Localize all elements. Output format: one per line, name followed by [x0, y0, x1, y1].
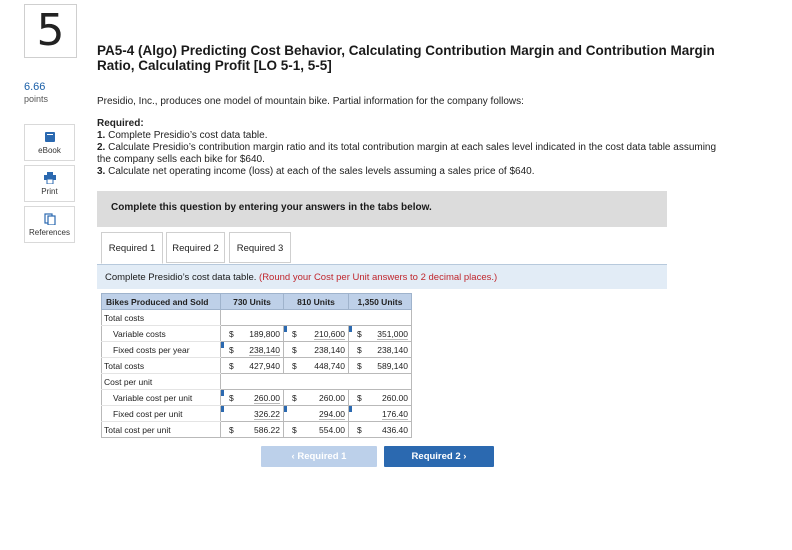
cost-data-table [101, 293, 412, 438]
printer-icon [44, 172, 56, 184]
rounding-note: (Round your Cost per Unit answers to 2 decimal places.) [259, 272, 498, 283]
input-fixed-costs-730[interactable]: $ 238,140 [221, 342, 284, 358]
table-header-col2: 810 Units [284, 294, 349, 310]
tab-required-3[interactable]: Required 3 [229, 232, 291, 263]
input-fcpu-1350[interactable]: 176.40 [349, 406, 412, 422]
table-header-col3: 1,350 Units [349, 294, 412, 310]
question-title: PA5-4 (Algo) Predicting Cost Behavior, Calculating Contribution Margin and Contribution Margin Ratio, Calculating Profit [LO 5-1, 5-5] [97, 43, 715, 73]
table-header-col1: 730 Units [221, 294, 284, 310]
references-button[interactable] [24, 206, 75, 243]
input-fcpu-730[interactable]: 326.22 [221, 406, 284, 422]
ebook-button[interactable] [24, 124, 75, 161]
book-icon [44, 131, 56, 143]
references-label: References [29, 228, 70, 237]
points-value: 6.66 [24, 81, 46, 93]
table-row-fixed-cost-per-unit: Fixed cost per unit 326.22 294.00 176.40 [102, 406, 412, 422]
prev-required-button[interactable]: ‹ Required 1 [261, 446, 377, 467]
table-row-total-costs: Total costs $ 427,940 $ 448,740 $ 589,140 [102, 358, 412, 374]
input-variable-costs-1350[interactable]: $ 351,000 [349, 326, 412, 342]
input-variable-costs-810[interactable]: $ 210,600 [284, 326, 349, 342]
print-button[interactable] [24, 165, 75, 202]
row-label-total-costs: Total costs [102, 310, 221, 326]
table-row-total-cost-per-unit: Total cost per unit $ 586.22 $ 554.00 $ 436.40 [102, 422, 412, 438]
requirements [97, 118, 717, 178]
required-item-1: 1. Complete Presidio’s cost data table. [97, 130, 268, 141]
tab-required-1[interactable]: Required 1 [101, 232, 163, 264]
points-label: points [24, 94, 49, 104]
table-row-variable-costs: Variable costs $ 189,800 $ 210,600 $ 351,000 [102, 326, 412, 342]
next-required-button[interactable]: Required 2 › [384, 446, 494, 467]
tab-required-2[interactable]: Required 2 [166, 232, 225, 263]
table-header-label: Bikes Produced and Sold [102, 294, 221, 310]
table-row-variable-cost-per-unit: Variable cost per unit $ 260.00 $ 260.00 $ 260.00 [102, 390, 412, 406]
required-item-3: 3. Calculate net operating income (loss) at each of the sales levels assuming a sales price of $640. [97, 166, 535, 177]
required-item-2: 2. Calculate Presidio’s contribution margin ratio and its total contribution margin at each sales level indicated in the cost data table assuming the company sells each bike for $640. [97, 142, 717, 165]
input-vcpu-730[interactable]: $ 260.00 [221, 390, 284, 406]
table-row-fixed-costs: Fixed costs per year $ 238,140 $ 238,140 $ 238,140 [102, 342, 412, 358]
tab-instructions: Complete Presidio’s cost data table. (Round your Cost per Unit answers to 2 decimal places.) [97, 264, 667, 289]
required-heading: Required: [97, 118, 144, 129]
print-label: Print [41, 187, 58, 196]
question-intro: Presidio, Inc., produces one model of mountain bike. Partial information for the company follows: [97, 96, 524, 107]
row-label-cost-per-unit: Cost per unit [102, 374, 221, 390]
ebook-label: eBook [38, 146, 61, 155]
question-number: 5 [24, 4, 77, 58]
references-icon [44, 213, 56, 225]
input-fcpu-810[interactable]: 294.00 [284, 406, 349, 422]
instruction-banner: Complete this question by entering your answers in the tabs below. [97, 191, 667, 227]
